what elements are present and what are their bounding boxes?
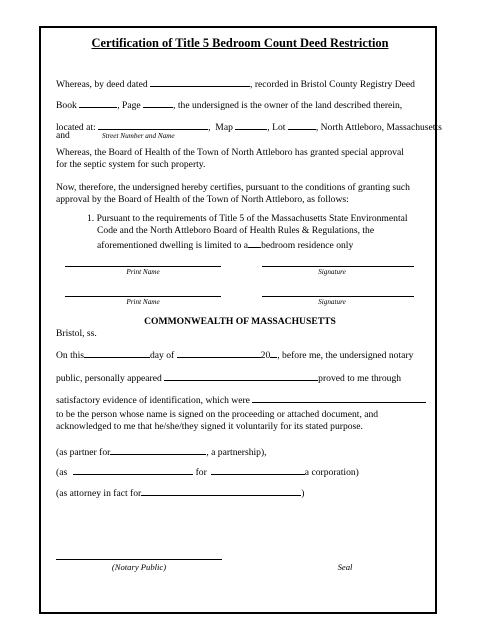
certify-line-1: Now, therefore, the undersigned hereby certifies, pursuant to the conditions of granting such (56, 182, 410, 193)
book-label: Book (56, 100, 77, 111)
print-name-caption-2: Print Name (126, 298, 160, 306)
day-of-text: day of (150, 350, 175, 361)
notary-signature-line[interactable] (56, 559, 222, 560)
corporation-text: a corporation) (304, 467, 359, 478)
attorney-field[interactable] (141, 485, 301, 496)
board-approval-line-2: for the septic system for such property. (56, 159, 206, 170)
year-prefix: 20 (260, 350, 271, 361)
street-address-field[interactable] (98, 119, 208, 130)
commonwealth-heading: COMMONWEALTH OF MASSACHUSETTS (144, 316, 336, 327)
person-line-2: acknowledged to me that he/she/they signed it voluntarily for its stated purpose. (56, 421, 363, 432)
attorney-line (56, 485, 304, 500)
item1-line-2: Code and the North Attleboro Board of Health Rules & Regulations, the (97, 225, 375, 236)
partner-field[interactable] (110, 444, 206, 455)
comma-text: , (208, 122, 211, 133)
corporation-line (56, 464, 359, 479)
appeared-name-field[interactable] (164, 370, 318, 381)
for-text: for (195, 467, 207, 478)
limited-text: aforementioned dwelling is limited to a (97, 240, 249, 251)
before-me-text: , before me, the undersigned notary (277, 350, 414, 361)
item1-line-1: 1. Pursuant to the requirements of Title 5 of the Massachusetts State Environmental (87, 213, 408, 224)
item1-line-3 (97, 237, 353, 252)
signature-caption-2: Signature (318, 298, 346, 306)
attorney-close: ) (301, 488, 305, 499)
page-label: , Page (117, 100, 141, 111)
deed-date-field[interactable] (150, 76, 250, 87)
day-field[interactable] (84, 347, 150, 358)
signature-line-2[interactable] (262, 296, 414, 297)
street-caption: Street Number and Name (102, 132, 175, 140)
partnership-text: , a partnership), (206, 447, 267, 458)
deed-line (56, 76, 415, 91)
as-text: (as (56, 467, 68, 478)
town-text: , North Attleboro, Massachusetts (315, 122, 442, 133)
signature-caption-1: Signature (318, 268, 346, 276)
signature-line-1[interactable] (262, 266, 414, 267)
document-title: Certification of Title 5 Bedroom Count Deed Restriction (91, 36, 389, 50)
appeared-text: public, personally appeared (56, 373, 162, 384)
and-text: and (56, 130, 70, 141)
bedroom-count-field[interactable] (248, 237, 261, 248)
print-name-line-1[interactable] (65, 266, 221, 267)
map-label: Map (215, 122, 233, 133)
deed-dated-text: Whereas, by deed dated (56, 79, 148, 90)
board-approval-line-1: Whereas, the Board of Health of the Town of North Attleboro has granted special approval (56, 147, 404, 158)
identification-field[interactable] (252, 392, 426, 403)
lot-label: , Lot (267, 122, 286, 133)
registry-text: , recorded in Bristol County Registry Deed (250, 79, 415, 90)
corporation-field[interactable] (211, 464, 305, 475)
certify-line-2: approval by the Board of Health of the Town of North Attleboro, as follows: (56, 194, 349, 205)
county-text: Bristol, ss. (56, 328, 97, 339)
page-field[interactable] (143, 97, 173, 108)
book-field[interactable] (79, 97, 117, 108)
person-line-1: to be the person whose name is signed on the proceeding or attached document, and (56, 409, 379, 420)
on-this-line (56, 347, 413, 362)
appeared-line (56, 370, 401, 385)
print-name-line-2[interactable] (65, 296, 221, 297)
proved-text: proved to me through (318, 373, 402, 384)
attorney-text: (as attorney in fact for (56, 488, 142, 499)
month-field[interactable] (177, 347, 261, 358)
seal-caption: Seal (337, 562, 353, 572)
bedroom-text: bedroom residence only (261, 240, 354, 251)
owner-text: , the undersigned is the owner of the land described therein, (173, 100, 403, 111)
lot-field[interactable] (288, 119, 316, 130)
on-this-text: On this (56, 350, 84, 361)
book-page-line (56, 97, 402, 112)
map-field[interactable] (235, 119, 267, 130)
satisfactory-text: satisfactory evidence of identification, which were (56, 395, 250, 406)
partner-line (56, 444, 267, 459)
partner-text: (as partner for (56, 447, 111, 458)
as-title-field[interactable] (73, 464, 193, 475)
print-name-caption-1: Print Name (126, 268, 160, 276)
located-at-label: located at: (56, 122, 96, 133)
notary-public-caption: (Notary Public) (111, 562, 167, 572)
satisfactory-line (56, 392, 426, 407)
